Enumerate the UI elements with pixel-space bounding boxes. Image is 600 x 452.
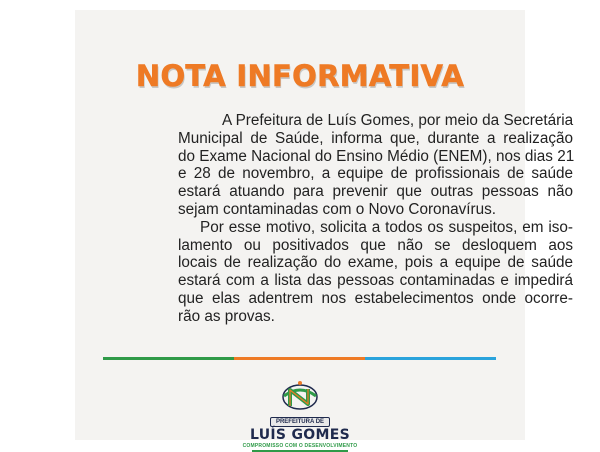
city-hall-logo xyxy=(0,380,600,452)
notice-title: NOTA INFORMATIVA xyxy=(135,59,465,93)
text-line: locais de realização do exame, pois a equipe de saúde xyxy=(178,254,573,272)
tricolor-divider xyxy=(103,357,496,360)
paragraph-1 xyxy=(178,112,573,219)
text-line: que elas adentrem nos estabelecimentos onde ocorre- xyxy=(178,289,573,307)
text-line: lamento ou positivados que não se desloquem aos xyxy=(178,236,573,254)
text-line: Por esse motivo, solicita a todos os suspeitos, em iso- xyxy=(200,218,573,236)
divider-green xyxy=(103,357,234,360)
text-line: Municipal de Saúde, informa que, durante a realização xyxy=(178,129,573,147)
text-line: rão as provas. xyxy=(178,307,275,325)
text-line: do Exame Nacional do Ensino Médio (ENEM), nos dias 21 xyxy=(178,147,575,165)
text-line: e 28 de novembro, a equipe de profissionais de saúde xyxy=(178,165,573,183)
divider-blue xyxy=(365,357,496,360)
divider-orange xyxy=(234,357,365,360)
notice-body xyxy=(178,112,573,326)
logo-banner: PREFEITURA DE xyxy=(270,417,330,427)
paragraph-2 xyxy=(178,219,573,326)
logo-city-name: LUÍS GOMES xyxy=(250,427,350,443)
notice-card xyxy=(75,10,575,440)
municipal-emblem-icon xyxy=(280,380,320,410)
text-line: A Prefeitura de Luís Gomes, por meio da Secretária xyxy=(222,112,574,129)
text-line: sejam contaminadas com o Novo Coronavírus. xyxy=(178,200,496,218)
logo-slogan: COMPROMISSO COM O DESENVOLVIMENTO xyxy=(242,443,358,449)
text-line: estará atuando para prevenir que outras pessoas não xyxy=(178,183,573,201)
text-line: estará com a lista das pessoas contaminadas e impedirá xyxy=(178,272,573,290)
